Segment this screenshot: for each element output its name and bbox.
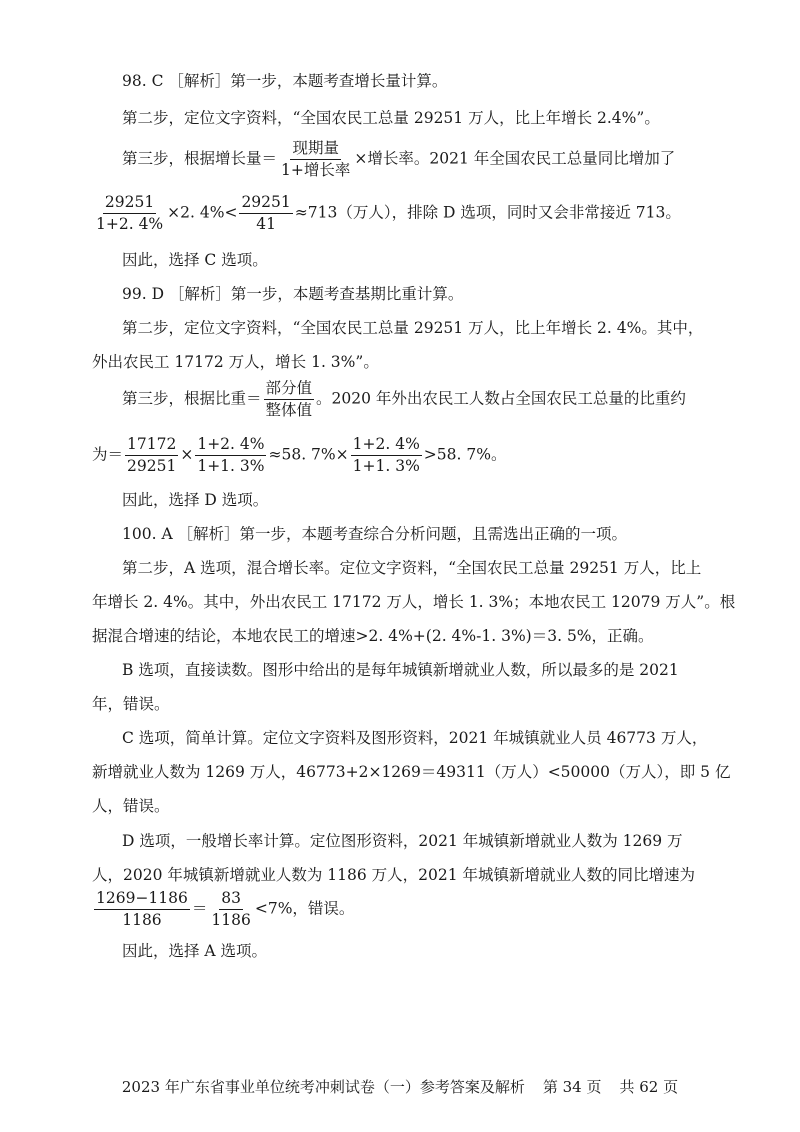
calc-pre: 为＝ — [92, 445, 124, 464]
fraction-denominator: 41 — [256, 215, 276, 234]
fraction-denominator: 1+1. 3% — [197, 457, 265, 476]
fraction-numerator: 1+2. 4% — [195, 436, 266, 456]
formula-denominator: 整体值 — [265, 401, 313, 420]
formula-denominator: 1+增长率 — [281, 161, 351, 180]
q100-d-line1: D 选项，一般增长率计算。定位图形资料，2021 年城镇新增就业人数为 1269 万 — [122, 832, 683, 850]
q98-conclusion: 因此，选择 C 选项。 — [122, 251, 268, 269]
q100-b-line1: B 选项，直接读数。图形中给出的是每年城镇新增就业人数，所以最多的是 2021 — [122, 661, 679, 679]
fraction-numerator: 29251 — [103, 194, 156, 214]
calc-mid: ×2. 4%< — [167, 203, 238, 222]
q100-heading: 100. A ［解析］第一步，本题考查综合分析问题，且需选出正确的一项。 — [122, 525, 628, 543]
q99-conclusion: 因此，选择 D 选项。 — [122, 491, 269, 509]
equals-sign: ＝ — [191, 899, 208, 918]
fraction-numerator: 1269−1186 — [94, 890, 190, 910]
q100-c-line2: 新增就业人数为 1269 万人，46773+2×1269＝49311（万人）<50000（万人），即 5 亿 — [92, 763, 731, 781]
q100-c-line1: C 选项，简单计算。定位文字资料及图形资料，2021 年城镇就业人员 46773 万人， — [122, 729, 708, 747]
footer-title: 2023 年广东省事业单位统考冲刺试卷（一）参考答案及解析 — [121, 1078, 525, 1096]
q100-a-line1: 第二步，A 选项，混合增长率。定位文字资料，“全国农民工总量 29251 万人，比上 — [122, 559, 702, 577]
calc-fraction-1 — [94, 194, 165, 233]
calc-mid: ≈58. 7%× — [268, 445, 349, 464]
q100-a-line3: 据混合增速的结论，本地农民工的增速>2. 4%+(2. 4%-1. 3%)＝3. 5%，正确。 — [92, 627, 654, 645]
fraction-denominator: 29251 — [127, 457, 177, 476]
fraction-denominator: 1+1. 3% — [352, 457, 420, 476]
q98-heading: 98. C ［解析］第一步，本题考查增长量计算。 — [122, 72, 448, 90]
footer-total-pages: 共 62 页 — [619, 1078, 679, 1096]
calc-fraction-2 — [239, 194, 292, 233]
q100-b-line2: 年，错误。 — [92, 695, 170, 713]
fraction-numerator: 1+2. 4% — [351, 436, 422, 456]
calc-fraction-2 — [209, 890, 252, 929]
q100-d-calc — [92, 890, 354, 929]
formula-numerator: 现期量 — [290, 140, 341, 160]
calc-post: >58. 7%。 — [423, 445, 507, 464]
formula-numerator: 部分值 — [264, 380, 315, 400]
q100-conclusion: 因此，选择 A 选项。 — [122, 942, 268, 960]
q99-step3 — [122, 380, 686, 419]
fraction-denominator: 1186 — [211, 911, 251, 930]
q99-step2-line1: 第二步，定位文字资料，“全国农民工总量 29251 万人，比上年增长 2. 4%。其中， — [122, 319, 704, 337]
q99-calc — [92, 436, 506, 475]
times-sign: × — [180, 445, 194, 464]
q98-step3 — [122, 140, 675, 179]
calc-fraction-1 — [94, 890, 190, 929]
q98-step3-post: ×增长率。2021 年全国农民工总量同比增加了 — [354, 149, 676, 168]
calc-fraction-3 — [351, 436, 422, 475]
fraction-numerator: 83 — [219, 890, 243, 910]
q99-step3-post: 。2020 年外出农民工人数占全国农民工总量的比重约 — [316, 389, 686, 408]
q99-step3-pre: 第三步，根据比重＝ — [122, 389, 262, 408]
q100-d-line2: 人，2020 年城镇新增就业人数为 1186 万人，2021 年城镇新增就业人数的同比增速为 — [92, 866, 696, 884]
q98-calc — [92, 194, 681, 233]
calc-post: ≈713（万人），排除 D 选项，同时又会非常接近 713。 — [294, 203, 681, 222]
q99-heading: 99. D ［解析］第一步，本题考查基期比重计算。 — [122, 285, 464, 303]
q100-c-line3: 人，错误。 — [92, 797, 170, 815]
q99-step2-line2: 外出农民工 17172 万人，增长 1. 3%”。 — [92, 353, 379, 371]
growth-formula-fraction — [279, 140, 352, 179]
q98-step2: 第二步，定位文字资料，“全国农民工总量 29251 万人，比上年增长 2.4%”。 — [122, 109, 660, 127]
footer-page-number: 第 34 页 — [542, 1078, 602, 1096]
fraction-denominator: 1+2. 4% — [96, 215, 164, 234]
q98-step3-pre: 第三步，根据增长量＝ — [122, 149, 278, 168]
calc-fraction-2 — [195, 436, 266, 475]
page-footer — [0, 1076, 800, 1097]
q100-a-line2: 年增长 2. 4%。其中，外出农民工 17172 万人，增长 1. 3%；本地农民工 12079 万人”。根 — [92, 593, 736, 611]
calc-post: <7%，错误。 — [254, 899, 355, 918]
fraction-numerator: 17172 — [125, 436, 178, 456]
proportion-formula-fraction — [264, 380, 315, 419]
fraction-numerator: 29251 — [239, 194, 292, 214]
calc-fraction-1 — [125, 436, 178, 475]
fraction-denominator: 1186 — [122, 911, 162, 930]
